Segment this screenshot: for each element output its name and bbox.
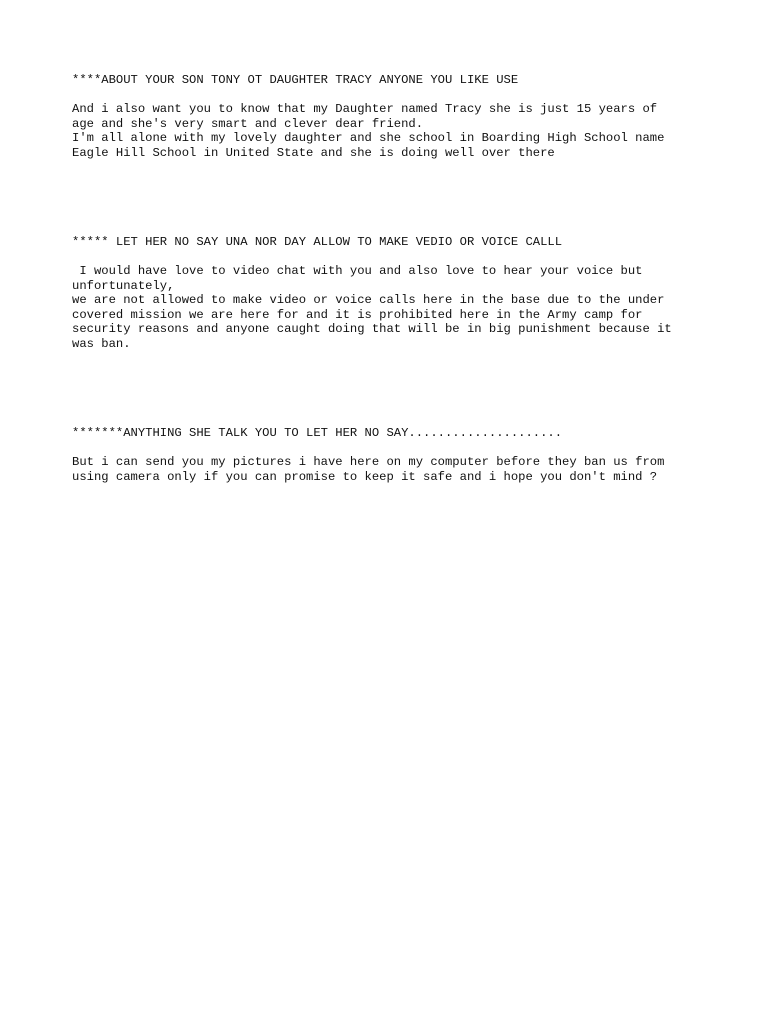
section-1-body: And i also want you to know that my Daughter named Tracy she is just 15 years of age and she's very smart and clever dear friend. I'm all alone with my lovely daughter and she school in Boarding High School name Eagle Hill School in United State and she is doing well over there: [72, 102, 665, 160]
section-3-body: But i can send you my pictures i have here on my computer before they ban us from using camera only if you can promise to keep it safe and i hope you don't mind ?: [72, 455, 665, 484]
section-2-heading: ***** LET HER NO SAY UNA NOR DAY ALLOW TO MAKE VEDIO OR VOICE CALLL: [72, 235, 563, 249]
section-2-body: I would have love to video chat with you and also love to hear your voice but unfortunately, we are not allowed to make video or voice calls here in the base due to the under covered mission we are here for and it is prohibited here in the Army camp for security reasons and anyone caught doing that will be in big punishment because it was ban.: [72, 264, 672, 351]
section-1-heading: ****ABOUT YOUR SON TONY OT DAUGHTER TRACY ANYONE YOU LIKE USE: [72, 73, 519, 87]
section-3-heading: *******ANYTHING SHE TALK YOU TO LET HER NO SAY.....................: [72, 426, 563, 440]
